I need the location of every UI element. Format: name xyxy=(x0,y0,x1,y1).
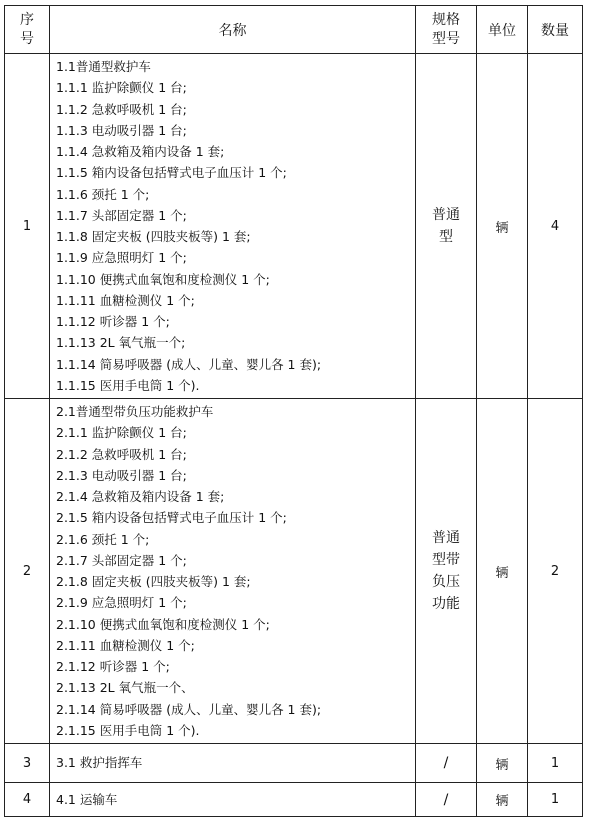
spec-line: 普通 xyxy=(432,207,460,223)
item-line: 2.1.1 监护除颤仪 1 台; xyxy=(56,425,187,441)
item-line: 1.1.12 听诊器 1 个; xyxy=(56,314,170,329)
row-qty: 2 xyxy=(528,399,583,744)
item-title: 3.1 救护指挥车 xyxy=(56,755,143,771)
row-unit: 辆 xyxy=(477,744,528,783)
spec-line: 负压 xyxy=(432,574,460,590)
row-spec xyxy=(416,399,477,744)
row-spec xyxy=(416,783,477,817)
item-line: 1.1.1 监护除颤仪 1 台; xyxy=(56,80,187,96)
row-seq: 3 xyxy=(5,744,50,783)
row-qty: 4 xyxy=(528,54,583,399)
table-row xyxy=(5,744,583,783)
row-spec xyxy=(416,54,477,399)
row-name-cell xyxy=(50,783,416,817)
equipment-table xyxy=(4,5,583,817)
row-name-cell xyxy=(50,54,416,399)
spec-line: / xyxy=(443,791,449,808)
row-spec xyxy=(416,744,477,783)
item-line: 2.1.12 听诊器 1 个; xyxy=(56,659,170,674)
header-seq-line1: 序 xyxy=(20,11,34,28)
item-line: 2.1.5 箱内设备包括臂式电子血压计 1 个; xyxy=(56,510,287,526)
item-line: 2.1.15 医用手电筒 1 个). xyxy=(56,722,200,738)
item-line: 2.1.6 颈托 1 个; xyxy=(56,531,150,547)
item-line: 2.1.10 便携式血氧饱和度检测仪 1 个; xyxy=(56,616,270,632)
header-seq-line2: 号 xyxy=(20,30,34,47)
item-line: 2.1.2 急救呼吸机 1 台; xyxy=(56,446,187,462)
header-row xyxy=(5,6,583,54)
row-seq: 1 xyxy=(5,54,50,399)
item-line: 1.1.8 固定夹板 (四肢夹板等) 1 套; xyxy=(56,229,251,244)
item-line: 1.1.6 颈托 1 个; xyxy=(56,186,150,202)
row-qty: 1 xyxy=(528,783,583,817)
row-seq: 2 xyxy=(5,399,50,744)
header-name: 名称 xyxy=(50,6,416,54)
row-seq: 4 xyxy=(5,783,50,817)
spec-line: 型 xyxy=(439,229,453,245)
spec-line: / xyxy=(443,755,449,771)
item-line: 1.1.4 急救箱及箱内设备 1 套; xyxy=(56,144,225,159)
row-unit: 辆 xyxy=(477,399,528,744)
header-qty: 数量 xyxy=(528,6,583,54)
item-line: 1.1.2 急救呼吸机 1 台; xyxy=(56,101,187,117)
row-name-cell xyxy=(50,399,416,744)
row-unit: 辆 xyxy=(477,54,528,399)
item-line: 1.1.14 简易呼吸器 (成人、儿童、婴儿各 1 套); xyxy=(56,356,322,372)
table-row xyxy=(5,399,583,744)
table-row xyxy=(5,783,583,817)
row-name-cell xyxy=(50,744,416,783)
item-line: 1.1.7 头部固定器 1 个; xyxy=(56,207,187,223)
item-line: 2.1.7 头部固定器 1 个; xyxy=(56,552,187,568)
spec-line: 功能 xyxy=(432,596,460,612)
item-line: 1.1.11 血糖检测仪 1 个; xyxy=(56,292,195,308)
item-line: 1.1.9 应急照明灯 1 个; xyxy=(56,250,187,266)
item-line: 1.1.15 医用手电筒 1 个). xyxy=(56,377,200,393)
header-spec xyxy=(416,6,477,54)
item-title: 1.1普通型救护车 xyxy=(56,59,151,74)
item-line: 2.1.8 固定夹板 (四肢夹板等) 1 套; xyxy=(56,574,251,589)
item-line: 1.1.3 电动吸引器 1 台; xyxy=(56,122,187,138)
item-line: 2.1.3 电动吸引器 1 台; xyxy=(56,467,187,483)
spec-line: 型带 xyxy=(432,552,460,568)
item-line: 1.1.13 2L 氧气瓶一个; xyxy=(56,335,186,351)
item-line: 2.1.9 应急照明灯 1 个; xyxy=(56,595,187,611)
item-title: 2.1普通型带负压功能救护车 xyxy=(56,404,214,419)
item-line: 1.1.5 箱内设备包括臂式电子血压计 1 个; xyxy=(56,165,287,181)
header-unit: 单位 xyxy=(477,6,528,54)
row-unit: 辆 xyxy=(477,783,528,817)
item-line: 2.1.11 血糖检测仪 1 个; xyxy=(56,637,195,653)
item-line: 1.1.10 便携式血氧饱和度检测仪 1 个; xyxy=(56,271,270,287)
item-line: 2.1.13 2L 氧气瓶一个、 xyxy=(56,680,194,696)
table-row xyxy=(5,54,583,399)
spec-line: 普通 xyxy=(432,530,460,546)
header-seq xyxy=(5,6,50,54)
header-spec-line1: 规格 xyxy=(432,11,460,28)
item-title: 4.1 运输车 xyxy=(56,791,118,807)
row-qty: 1 xyxy=(528,744,583,783)
item-line: 2.1.14 简易呼吸器 (成人、儿童、婴儿各 1 套); xyxy=(56,701,322,717)
item-line: 2.1.4 急救箱及箱内设备 1 套; xyxy=(56,489,225,504)
header-spec-line2: 型号 xyxy=(432,30,460,47)
